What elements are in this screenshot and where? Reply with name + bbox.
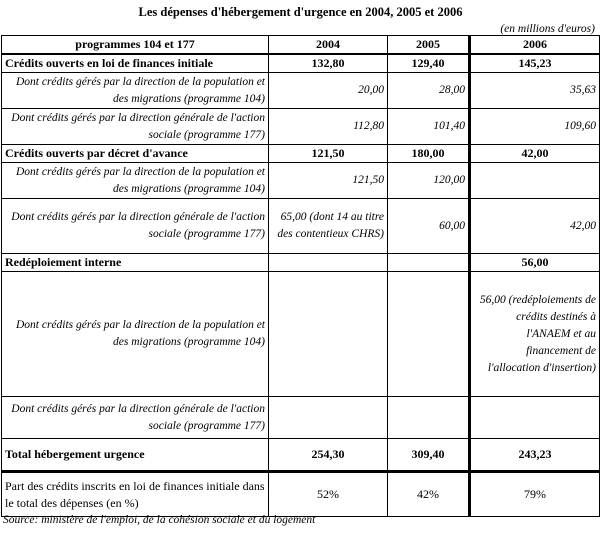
- cell-2005: 60,00: [388, 199, 470, 254]
- header-2006: 2006: [470, 36, 600, 55]
- row-label: Dont crédits gérés par la direction de la population et des migrations (programme 104): [2, 272, 269, 397]
- row-label: Dont crédits gérés par la direction générale de l'action sociale (programme 177): [2, 199, 269, 254]
- cell-2006: 56,00: [470, 254, 600, 272]
- cell-2004: 121,50: [269, 163, 388, 199]
- cell-2004: 20,00: [269, 73, 388, 109]
- unit-note: (en millions d'euros): [500, 23, 595, 35]
- table-title: Les dépenses d'hébergement d'urgence en 2004, 2005 et 2006: [138, 5, 463, 19]
- cell-2006: 145,23: [470, 54, 600, 73]
- table-row: [2, 254, 600, 272]
- row-label: Dont crédits gérés par la direction générale de l'action sociale (programme 177): [2, 397, 269, 439]
- cell-2004: 132,80: [269, 54, 388, 73]
- cell-2006: [470, 163, 600, 199]
- cell-2005: 129,40: [388, 54, 470, 73]
- expenses-table: [1, 35, 600, 517]
- table-row: [2, 73, 600, 109]
- cell-2005: 180,00: [388, 145, 470, 163]
- cell-2006: 243,23: [470, 439, 600, 472]
- cell-2006: [470, 397, 600, 439]
- cell-2004: 254,30: [269, 439, 388, 472]
- header-2004: 2004: [269, 36, 388, 55]
- cell-2005: 120,00: [388, 163, 470, 199]
- table-row: [2, 199, 600, 254]
- row-label: Dont crédits gérés par la direction de la population et des migrations (programme 104): [2, 163, 269, 199]
- cell-2005: 309,40: [388, 439, 470, 472]
- table-row: [2, 397, 600, 439]
- table-row: [2, 145, 600, 163]
- row-label: Dont crédits gérés par la direction de la population et des migrations (programme 104): [2, 73, 269, 109]
- row-label: Crédits ouverts par décret d'avance: [2, 145, 269, 163]
- row-label: Crédits ouverts en loi de finances initiale: [2, 54, 269, 73]
- cell-2005: 28,00: [388, 73, 470, 109]
- cell-2004: 112,80: [269, 109, 388, 145]
- row-label: Dont crédits gérés par la direction générale de l'action sociale (programme 177): [2, 109, 269, 145]
- cell-2006: 35,63: [470, 73, 600, 109]
- cell-2005: [388, 272, 470, 397]
- cell-2004: 121,50: [269, 145, 388, 163]
- cell-2006: 42,00: [470, 145, 600, 163]
- cell-2006: 109,60: [470, 109, 600, 145]
- cell-2006: 56,00 (redéploiements de crédits destinés à l'ANAEM et au financement de l'allocation d'insertion): [470, 272, 600, 397]
- source-note: Source: ministère de l'emploi, de la cohésion sociale et du logement: [3, 514, 316, 526]
- cell-2004: 65,00 (dont 14 au titre des contentieux CHRS): [269, 199, 388, 254]
- cell-2006: 42,00: [470, 199, 600, 254]
- cell-2004: 52%: [269, 472, 388, 517]
- cell-2005: 101,40: [388, 109, 470, 145]
- cell-2004: [269, 254, 388, 272]
- cell-2005: [388, 254, 470, 272]
- table-row: [2, 163, 600, 199]
- table-row: [2, 54, 600, 73]
- header-label: programmes 104 et 177: [2, 36, 269, 55]
- cell-2005: [388, 397, 470, 439]
- row-label: Part des crédits inscrits en loi de finances initiale dans le total des dépenses (en %): [2, 472, 269, 517]
- header-2005: 2005: [388, 36, 470, 55]
- cell-2005: 42%: [388, 472, 470, 517]
- table-row: [2, 439, 600, 472]
- table-row: [2, 272, 600, 397]
- cell-2004: [269, 397, 388, 439]
- header-row: [2, 36, 600, 55]
- cell-2006: 79%: [470, 472, 600, 517]
- row-label: Total hébergement urgence: [2, 439, 269, 472]
- cell-2004: [269, 272, 388, 397]
- table-row: [2, 109, 600, 145]
- row-label: Redéploiement interne: [2, 254, 269, 272]
- table-row: [2, 472, 600, 517]
